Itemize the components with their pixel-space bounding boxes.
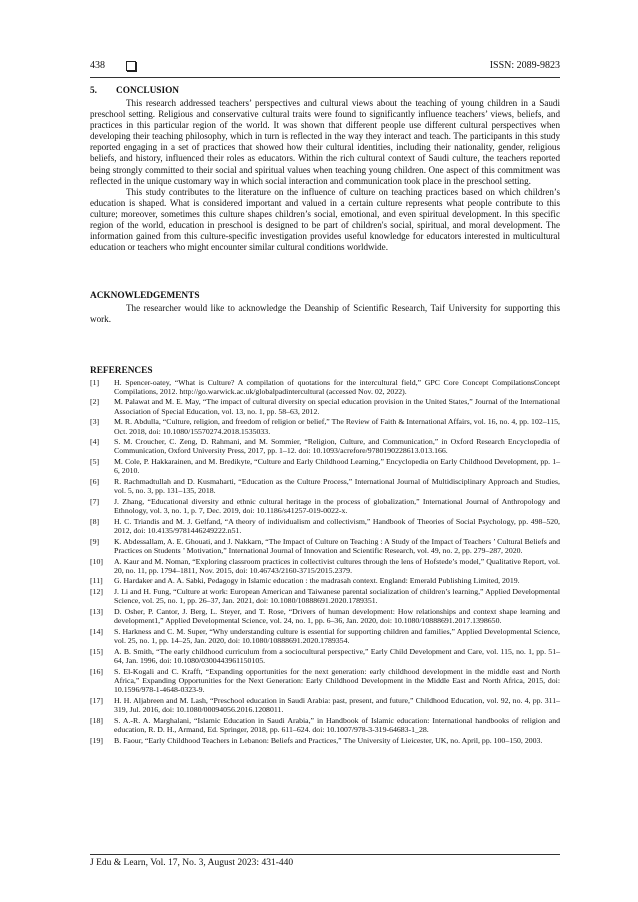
reference-label: [13] <box>90 606 103 616</box>
page-header <box>90 60 560 76</box>
reference-item <box>90 457 560 476</box>
reference-label: [14] <box>90 626 103 636</box>
reference-text: H. H. Aljabreen and M. Lash, “Preschool education in Saudi Arabia: past, present, and future,” Childhood Education, vol. 92, no. 4, pp. 311–319, Jul. 2016, doi: 10.1080/00094056.2016.1208011. <box>114 695 560 715</box>
reference-label: [10] <box>90 556 103 566</box>
reference-label: [5] <box>90 457 100 467</box>
reference-text: A. Kaur and M. Noman, “Exploring classroom practices in collectivist cultures through the lens of Hofstede’s model,” Qualitative Report, vol. 20, no. 11, pp. 1794–1811, Nov. 2015, doi: 10.46743/2160-3715/2015.2379. <box>114 556 560 575</box>
reference-label: [15] <box>90 646 103 656</box>
issn-label: ISSN: 2089-9823 <box>489 60 560 71</box>
reference-text: M. R. Abdulla, “Culture, religion, and freedom of religion or belief,” The Review of Faith & International Affairs, vol. 16, no. 4, pp. 102–115, Oct. 2018, doi: 10.1080/15570274.2018.1535033. <box>114 417 560 436</box>
reference-item <box>90 437 560 456</box>
reference-item <box>90 627 560 646</box>
reference-text: S. El-Kogali and C. Krafft, “Expanding opportunities for the next generation: early childhood development in the middle east and North Africa,” Expanding Opportunities for the Next Generation: Early Childhood Development in the Middle East and North Africa, 2015, doi: 10.1596/978-1-4648-0323-9. <box>114 666 560 695</box>
reference-text: J. Li and H. Fung, “Culture at work: European American and Taiwanese parental socialization of children’s learning,” Applied Developmental Science, vol. 25, no. 1, pp. 26–37, Jan. 2021, doi: 10.1080/10888691.2020.1789351. <box>114 587 560 606</box>
reference-item <box>90 537 560 556</box>
acknowledgements-paragraph: The researcher would like to acknowledge the Deanship of Scientific Research, Taif University for supporting this work. <box>90 303 560 325</box>
reference-text: M. Palawat and M. E. May, “The impact of cultural diversity on special education provision in the United States,” Journal of the International Association of Special Education, vol. 13, no. 1, pp. 58–63, 2012. <box>114 397 560 416</box>
references-heading: REFERENCES <box>90 365 153 376</box>
conclusion-heading <box>90 86 560 96</box>
reference-item <box>90 576 560 585</box>
reference-list <box>90 378 560 745</box>
journal-citation: J Edu & Learn, Vol. 17, No. 3, August 2023: 431-440 <box>90 858 294 868</box>
reference-item <box>90 517 560 536</box>
section-title: CONCLUSION <box>116 86 180 96</box>
page-number: 438 <box>90 60 105 71</box>
acknowledgements-heading: ACKNOWLEDGEMENTS <box>90 291 200 302</box>
reference-label: [19] <box>90 735 103 745</box>
reference-text: D. Osher, P. Cantor, J. Berg, L. Steyer, and T. Rose, “Drivers of human development: How relationships and context shape learning and development1,” Applied Developmental Science, vol. 24, no. 1, pp. 6–36, Jan. 2020, doi: 10.1080/10888691.2017.1398650. <box>114 606 560 626</box>
reference-text: S. A.-R. A. Marghalani, “Islamic Education in Saudi Arabia,” in Handbook of Islamic education: International handbooks of religion and education, R. D. H., Armand, Ed. Springer, 2018, pp. 611–624. doi: 10.1007/978-3-319-64683-1_28. <box>114 715 560 734</box>
reference-item <box>90 607 560 626</box>
reference-item <box>90 378 560 397</box>
reference-item <box>90 696 560 715</box>
reference-item <box>90 736 560 745</box>
reference-text: G. Hardaker and A. A. Sabki, Pedagogy in Islamic education : the madrasah context. England: Emerald Publishing Limited, 2019. <box>114 576 520 586</box>
reference-label: [8] <box>90 516 100 526</box>
reference-text: M. Cole, P. Hakkarainen, and M. Bredikyte, “Culture and Early Childhood Learning,” Encyclopedia on Early Childhood Development, pp. 1–6, 2010. <box>114 457 560 476</box>
conclusion-paragraph-2: This study contributes to the literature on the influence of culture on teaching practices based on which children’s education is shaped. What is considered important and valued in a certain culture represents what people contribute to this culture; moreover, sometimes this culture shapes children’s social, emotional, and even spiritual development. In this specific region of the world, education in preschool is designed to be part of children's social, spiritual, and moral development. The information gained from this culture-specific investigation provides useful knowledge for educators interested in multicultural education or teachers who might encounter similar cultural conditions worldwide. <box>90 186 560 253</box>
reference-label: [12] <box>90 587 103 596</box>
header-rule <box>90 77 560 78</box>
reference-item <box>90 647 560 666</box>
reference-label: [7] <box>90 496 100 506</box>
reference-label: [9] <box>90 536 100 546</box>
reference-item <box>90 667 560 695</box>
reference-label: [6] <box>90 476 100 486</box>
footer-rule <box>90 854 560 855</box>
reference-item <box>90 587 560 606</box>
reference-text: H. Spencer-oatey, “What is Culture? A compilation of quotations for the intercultural field,” GPC Core Concept CompilationsConcept Compilations, 2012. http://go.warwick.ac.uk/globalpadintercultural (accessed Nov. 02, 2022). <box>114 377 560 396</box>
reference-text: H. C. Triandis and M. J. Gelfand, “A theory of individualism and collectivism,” Handbook of Theories of Social Psychology, pp. 498–520, 2012, doi: 10.4135/9781446249222.n51. <box>114 516 560 536</box>
main-content <box>90 86 560 746</box>
reference-label: [18] <box>90 715 103 725</box>
reference-item <box>90 497 560 516</box>
reference-text: K. Abdessallam, A. E. Ghouati, and J. Nakkarn, “The Impact of Culture on Teaching : A Study of the Impact of Teachers ’ Cultural Beliefs and Practices on Students ’ Motivation,” International Journal of Innovation and Scientific Research, vol. 49, no. 2, pp. 279–287, 2020. <box>114 536 560 555</box>
reference-label: [3] <box>90 417 100 427</box>
reference-label: [16] <box>90 666 103 676</box>
reference-text: A. B. Smith, “The early childhood curriculum from a sociocultural perspective,” Early Child Development and Care, vol. 115, no. 1, pp. 51–64, Jan. 1996, doi: 10.1080/0300443961150105. <box>114 646 560 665</box>
reference-label: [11] <box>90 576 103 586</box>
reference-text: B. Faour, “Early Childhood Teachers in Lebanon: Beliefs and Practices,” The University of Lieicester, UK, no. April, pp. 100–150, 2003. <box>114 735 543 745</box>
reference-text: R. Rachmadtullah and D. Kusmaharti, “Education as the Culture Process,” International Journal of Multidisciplinary Approach and Studies, vol. 5, no. 3, pp. 131–135, 2018. <box>114 476 560 496</box>
reference-item <box>90 397 560 416</box>
reference-item <box>90 716 560 735</box>
reference-label: [1] <box>90 377 100 387</box>
reference-text: J. Zhang, “Educational diversity and ethnic cultural heritage in the process of globalization,” International Journal of Anthropology and Ethnology, vol. 3, no. 1, p. 7, Dec. 2019, doi: 10.1186/s41257-019-0022-x. <box>114 496 560 516</box>
reference-text: S. M. Croucher, C. Zeng, D. Rahmani, and M. Sommier, “Religion, Culture, and Communication,” in Oxford Research Encyclopedia of Communication, Oxford University Press, 2017, pp. 1–12. doi: 10.1093/acrefore/9780190228613.013.166. <box>114 437 560 456</box>
reference-label: [17] <box>90 695 103 705</box>
reference-item <box>90 557 560 576</box>
section-number: 5. <box>90 86 97 96</box>
reference-item <box>90 417 560 436</box>
reference-label: [2] <box>90 397 100 407</box>
conclusion-paragraph-1: This research addressed teachers’ perspectives and cultural views about the teaching of young children in a Saudi preschool setting. Religious and conservative cultural traits were found to significantly influence teachers’ views, beliefs, and practices in this particular region of the world. It was shown that different people use different cultural perspectives when developing their teaching philosophy, which in turn is reflected in the way they interact and teach. The participants in this study reported engaging in a set of practices that showed how their cultural identities, including their nationality, gender, religious beliefs, and history, influenced their roles as educators. Within the rich cultural context of Saudi culture, the teachers reported being strongly committed to their social and spiritual values when teaching young children. One aspect of this commitment was reflected in the unique customary way in which social interaction and communication took place in the preschool setting. <box>90 98 560 186</box>
reference-item <box>90 477 560 496</box>
checkbox-square-icon <box>126 61 136 71</box>
reference-text: S. Harkness and C. M. Super, “Why understanding culture is essential for supporting children and families,” Applied Developmental Science, vol. 25, no. 1, pp. 14–25, Jan. 2020, doi: 10.1080/10888691.2020.1789354. <box>114 626 560 646</box>
reference-label: [4] <box>90 437 100 447</box>
